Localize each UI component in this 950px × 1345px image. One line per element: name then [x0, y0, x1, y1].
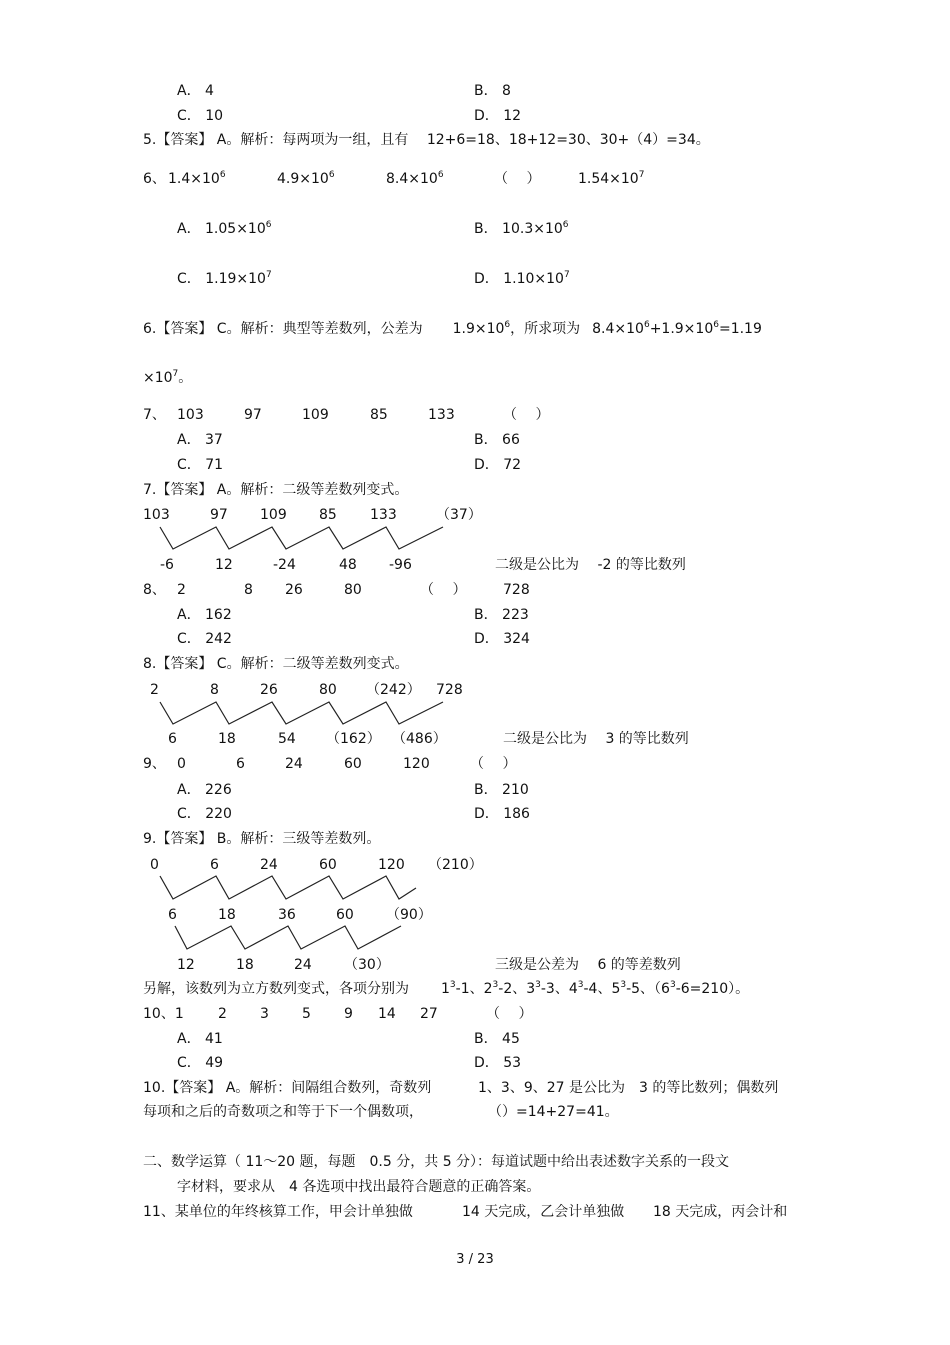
- q8-diagram-top: 8: [210, 682, 219, 698]
- q9-diagram-top: 60: [319, 857, 337, 873]
- q7-term: 109: [302, 407, 329, 423]
- q7-diagram-bottom: -96: [389, 557, 412, 573]
- q10-term: 27: [420, 1006, 438, 1022]
- q7-diagram-top: 85: [319, 507, 337, 523]
- q7-label: 7、: [143, 407, 166, 423]
- q11-text-b: 14 天完成，乙会计单独做: [462, 1204, 625, 1220]
- q7-answer-head: 7.【答案】 A。解析：二级等差数列变式。: [143, 482, 409, 498]
- q10-answer-line-2b: （）=14+27=41。: [488, 1104, 619, 1120]
- q7-option-c: C． 71: [177, 457, 224, 473]
- q8-diagram-top: 728: [436, 682, 463, 698]
- q9-zigzag-top: [160, 876, 416, 899]
- q9-diagram-mid: 6: [168, 907, 177, 923]
- q6-option-a: A． $1.05\times 10^6$: [177, 220, 272, 237]
- q6-term-2: $4.9\times 10^6$: [277, 170, 335, 187]
- q9-label: 9、: [143, 756, 166, 772]
- q9-blank: （ ）: [470, 756, 517, 772]
- q7-term: 97: [244, 407, 262, 423]
- q10-answer-line-1a: 10.【答案】 A。解析：间隔组合数列，奇数列: [143, 1080, 432, 1096]
- q8-term: 728: [503, 582, 530, 598]
- q7-diagram-top: 103: [143, 507, 170, 523]
- q9-diagram-top: 6: [210, 857, 219, 873]
- q9-option-a: A． 226: [177, 782, 232, 798]
- q7-diagram-top: （37）: [436, 507, 482, 523]
- q10-option-d: D． 53: [474, 1055, 522, 1071]
- q10-term: 2: [218, 1006, 227, 1022]
- q6-blank: （ ）: [494, 171, 541, 187]
- q9-answer-head: 9.【答案】 B。解析：三级等差数列。: [143, 831, 381, 847]
- q10-option-b: B． 45: [474, 1031, 520, 1047]
- q9-diagram-mid: 60: [336, 907, 354, 923]
- q6-term-5: $1.54\times 10^7$: [578, 170, 645, 187]
- q5-answer: 5.【答案】 A。解析：每两项为一组，且有 12+6=18、18+12=30、30+（4）=34。: [143, 132, 710, 148]
- q7-term: 133: [428, 407, 455, 423]
- q6-option-d: D． $1.10\times 10^7$: [474, 270, 570, 287]
- q7-option-d: D． 72: [474, 457, 522, 473]
- q6-term-3: $8.4\times 10^6$: [386, 170, 444, 187]
- q8-option-b: B． 223: [474, 607, 529, 623]
- q5-option-b: B． 8: [474, 83, 511, 99]
- q9-diagram-top: 120: [378, 857, 405, 873]
- q8-option-c: C． 242: [177, 631, 232, 647]
- q6-answer-line-2: $\times 10^7$。: [143, 369, 193, 386]
- q8-term: 80: [344, 582, 362, 598]
- q9-diagram-mid: （90）: [386, 907, 432, 923]
- q8-diagram-note: 二级是公比为 3 的等比数列: [503, 731, 689, 747]
- q9-diagram-mid: 36: [278, 907, 296, 923]
- q7-option-a: A． 37: [177, 432, 223, 448]
- q9-diagram-bottom: 18: [236, 957, 254, 973]
- q7-diagram-bottom: 48: [339, 557, 357, 573]
- q10-blank: （ ）: [486, 1006, 533, 1022]
- q7-diagram-top: 133: [370, 507, 397, 523]
- q9-diagram-note: 三级是公差为 6 的等差数列: [495, 957, 681, 973]
- q5-option-d: D． 12: [474, 108, 522, 124]
- q9-term: 24: [285, 756, 303, 772]
- q6-label: 6、: [143, 171, 166, 187]
- q6-answer-line-1: 6.【答案】 C。解析：典型等差数列，公差为 $1.9\times 10^6$，所求项为 $8.4\times 10^6+1.9\times 10^6=1.19$: [143, 320, 762, 337]
- q8-label: 8、: [143, 582, 166, 598]
- q8-blank: （ ）: [420, 582, 467, 598]
- q11-text-a: 11、某单位的年终核算工作，甲会计单独做: [143, 1204, 413, 1220]
- q5-option-a: A． 4: [177, 83, 214, 99]
- section-heading-line-2: 字材料，要求从 4 各选项中找出最符合题意的正确答案。: [177, 1179, 541, 1195]
- q11-text-c: 18 天完成，丙会计和: [653, 1204, 788, 1220]
- q7-diagram-top: 109: [260, 507, 287, 523]
- q9-zigzag-bottom: [175, 926, 401, 949]
- q8-diagram-bottom: 6: [168, 731, 177, 747]
- page-number: 3 / 23: [456, 1252, 494, 1267]
- q8-diagram-bottom: （162）: [326, 731, 381, 747]
- q8-zigzag: [160, 702, 443, 724]
- q9-diagram-top: 24: [260, 857, 278, 873]
- q10-label: 10、1: [143, 1006, 184, 1022]
- q8-term: 2: [177, 582, 186, 598]
- q8-answer-head: 8.【答案】 C。解析：二级等差数列变式。: [143, 656, 409, 672]
- q10-answer-line-1b: 1、3、9、27 是公比为 3 的等比数列；偶数列: [478, 1080, 779, 1096]
- q9-diagram-bottom: 12: [177, 957, 195, 973]
- q7-blank: （ ）: [503, 407, 550, 423]
- q8-option-d: D． 324: [474, 631, 530, 647]
- q10-option-a: A． 41: [177, 1031, 223, 1047]
- q10-answer-line-2a: 每项和之后的奇数项之和等于下一个偶数项，: [143, 1104, 423, 1120]
- q8-term: 26: [285, 582, 303, 598]
- q9-alt-solution: 另解，该数列为立方数列变式，各项分别为 $1^3-1$、$2^3-2$、$3^3-3$、$4^3-4$、$5^3-5$、$(6^3-6=210)$。: [143, 980, 750, 997]
- q9-diagram-top: 0: [150, 857, 159, 873]
- q9-option-b: B． 210: [474, 782, 529, 798]
- q7-diagram-bottom: 12: [215, 557, 233, 573]
- q8-diagram-bottom: （486）: [392, 731, 447, 747]
- q7-diagram-note: 二级是公比为 -2 的等比数列: [495, 557, 686, 573]
- q7-option-b: B． 66: [474, 432, 520, 448]
- q7-zigzag: [160, 527, 443, 549]
- q8-diagram-top: 26: [260, 682, 278, 698]
- q9-diagram-bottom: （30）: [344, 957, 390, 973]
- q10-term: 5: [302, 1006, 311, 1022]
- q9-diagram-mid: 18: [218, 907, 236, 923]
- section-heading-line-1: 二、数学运算（ 11～20 题，每题 0.5 分，共 5 分）：每道试题中给出表述数字关系的一段文: [143, 1154, 730, 1170]
- q7-diagram-top: 97: [210, 507, 228, 523]
- q9-term: 60: [344, 756, 362, 772]
- q10-term: 3: [260, 1006, 269, 1022]
- q9-term: 120: [403, 756, 430, 772]
- q10-term: 9: [344, 1006, 353, 1022]
- q8-term: 8: [244, 582, 253, 598]
- q7-diagram-bottom: -24: [273, 557, 296, 573]
- q8-option-a: A． 162: [177, 607, 232, 623]
- q9-diagram-top: （210）: [428, 857, 483, 873]
- q6-option-c: C． $1.19\times 10^7$: [177, 270, 272, 287]
- q10-option-c: C． 49: [177, 1055, 224, 1071]
- q9-option-c: C． 220: [177, 806, 232, 822]
- q7-diagram-bottom: -6: [160, 557, 174, 573]
- q9-diagram-bottom: 24: [294, 957, 312, 973]
- q8-diagram-bottom: 54: [278, 731, 296, 747]
- q7-term: 85: [370, 407, 388, 423]
- q9-term: 6: [236, 756, 245, 772]
- q8-diagram-top: 2: [150, 682, 159, 698]
- q6-option-b: B． $10.3\times 10^6$: [474, 220, 569, 237]
- q8-diagram-top: 80: [319, 682, 337, 698]
- q6-term-1: $1.4\times 10^6$: [168, 170, 226, 187]
- q10-term: 14: [378, 1006, 396, 1022]
- q7-term: 103: [177, 407, 204, 423]
- q9-term: 0: [177, 756, 186, 772]
- q5-option-c: C． 10: [177, 108, 224, 124]
- q9-option-d: D． 186: [474, 806, 530, 822]
- q8-diagram-top: （242）: [366, 682, 421, 698]
- q8-diagram-bottom: 18: [218, 731, 236, 747]
